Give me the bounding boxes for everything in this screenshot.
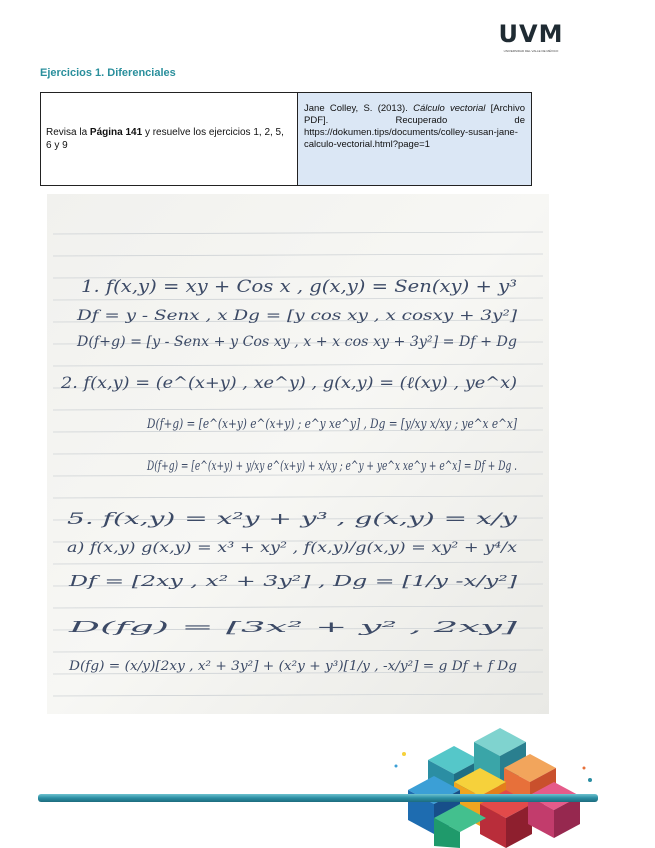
reference-source: [Archivo PDF]. Recuperado de https://dokumen.tips/documents/colley-susan-jane-calculo-vectorial.html?page=1: [304, 103, 525, 150]
reference-title: Cálculo vectorial: [413, 103, 486, 114]
logo-text: UVM: [498, 20, 564, 48]
cube-decoration: [368, 720, 608, 848]
cube-pattern: [395, 728, 593, 848]
reference-text: [304, 103, 525, 151]
instruction-suffix: y resuelve los ejercicios 1, 2, 5, 6 y 9: [46, 127, 284, 151]
handwritten-line: D(f+g) = [e^(x+y) + y/xy e^(x+y) + x/xy ; e^y + ye^x xe^y + e^x] = Df + Dg .: [146, 459, 517, 474]
handwritten-line: D(f+g) = [e^(x+y) e^(x+y) ; e^y xe^y] , Dg = [y/xy x/xy ; ye^x e^x]: [146, 417, 518, 432]
handwritten-line: 1. f(x,y) = xy + Cos x , g(x,y) = Sen(xy) + y³: [81, 277, 518, 297]
reference-author: Jane Colley, S. (2013).: [304, 103, 414, 114]
instruction-text: [46, 126, 292, 152]
handwritten-line: D(fg) = [3x² + y² , 2xy]: [66, 618, 518, 636]
reference-table: [40, 92, 532, 186]
instruction-prefix: Revisa la: [46, 127, 90, 138]
handwritten-line: D(f+g) = [y - Senx + y Cos xy , x + x cos xy + 3y²] = Df + Dg: [75, 334, 518, 350]
handwritten-line: 5. f(x,y) = x²y + y³ , g(x,y) = x/y: [67, 509, 519, 528]
reference-cell: [298, 93, 531, 185]
instruction-page: Página 141: [89, 127, 143, 138]
handwritten-line: Df = [2xy , x² + 3y²] , Dg = [1/y -x/y²]: [67, 572, 518, 590]
handwritten-line: a) f(x,y) g(x,y) = x³ + xy² , f(x,y)/g(x,y) = xy² + y⁴/x: [67, 540, 518, 556]
handwritten-line: D(fg) = (x/y)[2xy , x² + 3y²] + (x²y + y³)[1/y , -x/y²] = g Df + f Dg: [67, 659, 518, 674]
uvm-logo: [496, 22, 566, 53]
handwritten-line: Df = y - Senx , x Dg = [y cos xy , x cosxy + 3y²]: [75, 308, 518, 324]
handwritten-line: 2. f(x,y) = (e^(x+y) , xe^y) , g(x,y) = (ℓ(xy) , ye^x): [59, 373, 517, 392]
footer-bar: [38, 790, 598, 806]
section-title: Ejercicios 1. Diferenciales: [40, 67, 176, 79]
logo-tagline: UNIVERSIDAD DEL VALLE DE MÉXICO: [503, 49, 559, 53]
handwritten-notes-photo: [47, 194, 549, 714]
instruction-cell: [41, 93, 298, 185]
